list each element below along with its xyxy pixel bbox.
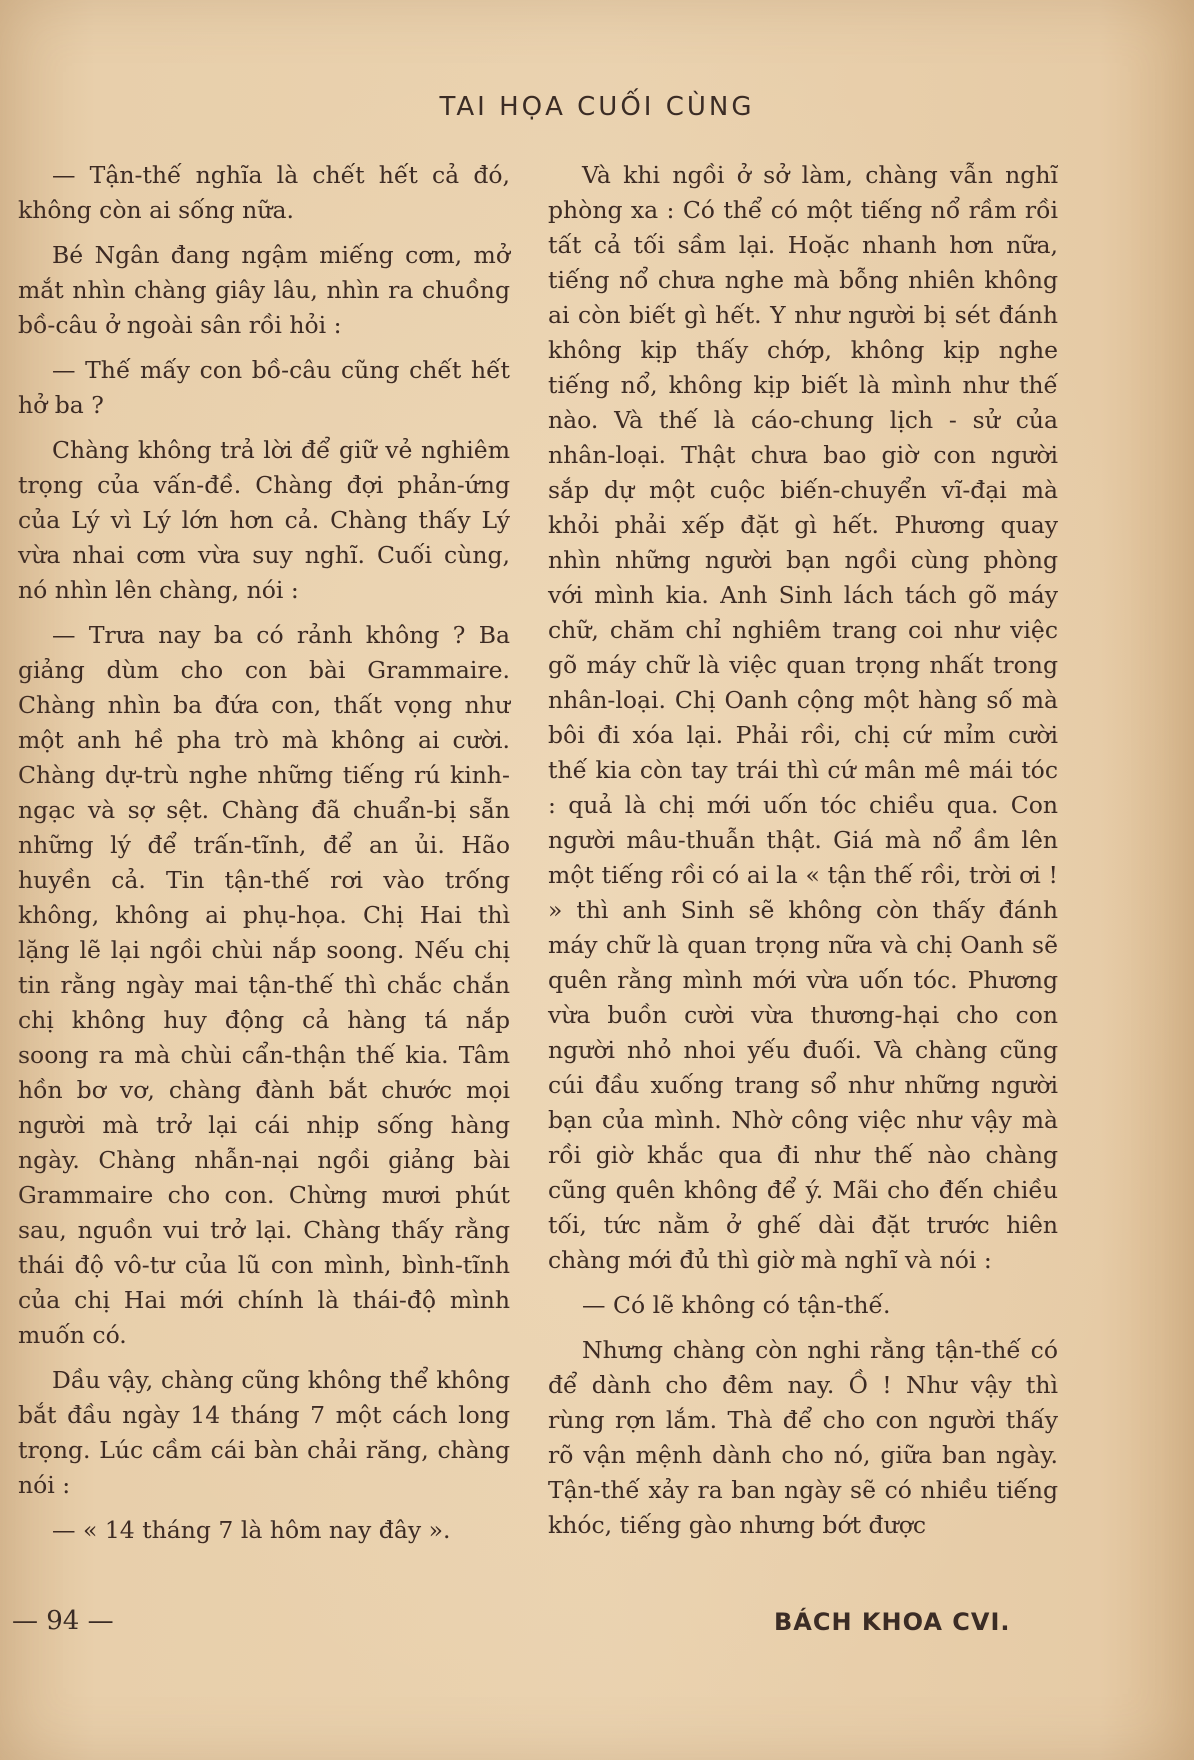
paragraph: Chàng không trả lời để giữ vẻ nghiêm trọng của vấn-đề. Chàng đợi phản-ứng của Lý vì Lý lớn hơn cả. Chàng thấy Lý vừa nhai cơm vừa suy nghĩ. Cuối cùng, nó nhìn lên chàng, nói : [18, 436, 510, 604]
page-number: — 94 — [12, 1606, 114, 1636]
right-column [548, 158, 1058, 1553]
magazine-name: BÁCH KHOA CVI. [774, 1608, 1011, 1636]
paragraph: Bé Ngân đang ngậm miếng cơm, mở mắt nhìn chàng giây lâu, nhìn ra chuồng bồ-câu ở ngoài sân rồi hỏi : [18, 241, 510, 339]
paragraph: — Thế mấy con bồ-câu cũng chết hết hở ba ? [18, 356, 510, 419]
paragraph: Dầu vậy, chàng cũng không thể không bắt đầu ngày 14 tháng 7 một cách long trọng. Lúc cầm cái bàn chải răng, chàng nói : [18, 1366, 510, 1499]
page-title: TAI HỌA CUỐI CÙNG [439, 92, 755, 122]
paragraph: — Trưa nay ba có rảnh không ? Ba giảng dùm cho con bài Grammaire. Chàng nhìn ba đứa con, thất vọng như một anh hề pha trò mà không ai cười. Chàng dự-trù nghe những tiếng rú kinh-ngạc và sợ sệt. Chàng đã chuẩn-bị sẵn những lý để trấn-tĩnh, để an ủi. Hão huyền cả. Tin tận-thế rơi vào trống không, không ai phụ-họa. Chị Hai thì lặng lẽ lại ngồi chùi nắp soong. Nếu chị tin rằng ngày mai tận-thế thì chắc chắn chị không huy động cả hàng tá nắp soong ra mà chùi cẩn-thận thế kia. Tâm hồn bơ vơ, chàng đành bắt chước mọi người mà trở lại cái nhịp sống hàng ngày. Chàng nhẫn-nại ngồi giảng bài Grammaire cho con. Chừng mươi phút sau, nguồn vui trở lại. Chàng thấy rằng thái độ vô-tư của lũ con mình, bình-tĩnh của chị Hai mới chính là thái-độ mình muốn có. [18, 621, 510, 1349]
paragraph: — « 14 tháng 7 là hôm nay đây ». [52, 1516, 451, 1544]
paragraph: — Tận-thế nghĩa là chết hết cả đó, không còn ai sống nữa. [18, 161, 510, 224]
paragraph: — Có lẽ không có tận-thế. [582, 1291, 891, 1319]
paragraph: Và khi ngồi ở sở làm, chàng vẫn nghĩ phòng xa : Có thể có một tiếng nổ rầm rồi tất cả tối sầm lại. Hoặc nhanh hơn nữa, tiếng nổ chưa nghe mà bỗng nhiên không ai còn biết gì hết. Y như người bị sét đánh không kịp thấy chớp, không kịp nghe tiếng nổ, không kịp biết là mình như thế nào. Và thế là cáo-chung lịch - sử của nhân-loại. Thật chưa bao giờ con người sắp dự một cuộc biến-chuyển vĩ-đại mà khỏi phải xếp đặt gì hết. Phương quay nhìn những người bạn ngồi cùng phòng với mình kia. Anh Sinh lách tách gõ máy chữ, chăm chỉ nghiêm trang coi như việc gõ máy chữ là việc quan trọng nhất trong nhân-loại. Chị Oanh cộng một hàng số mà bôi đi xóa lại. Phải rồi, chị cứ mỉm cười thế kia còn tay trái thì cứ mân mê mái tóc : quả là chị mới uốn tóc chiều qua. Con người mâu-thuẫn thật. Giá mà nổ ầm lên một tiếng rồi có ai la « tận thế rồi, trời ơi ! » thì anh Sinh sẽ không còn thấy đánh máy chữ là quan trọng nữa và chị Oanh sẽ quên rằng mình mới vừa uốn tóc. Phương vừa buồn cười vừa thương-hại cho con người nhỏ nhoi yếu đuối. Và chàng cũng cúi đầu xuống trang sổ như những người bạn của mình. Nhờ công việc như vậy mà rồi giờ khắc qua đi như thế nào chàng cũng quên không để ý. Mãi cho đến chiều tối, tức nằm ở ghế dài đặt trước hiên chàng mới đủ thì giờ mà nghĩ và nói : [548, 161, 1058, 1274]
left-column [18, 158, 510, 1558]
paragraph: Nhưng chàng còn nghi rằng tận-thế có để dành cho đêm nay. Ồ ! Như vậy thì rùng rợn lắm. Thà để cho con người thấy rõ vận mệnh dành cho nó, giữa ban ngày. Tận-thế xảy ra ban ngày sẽ có nhiều tiếng khóc, tiếng gào nhưng bớt được [548, 1336, 1058, 1539]
